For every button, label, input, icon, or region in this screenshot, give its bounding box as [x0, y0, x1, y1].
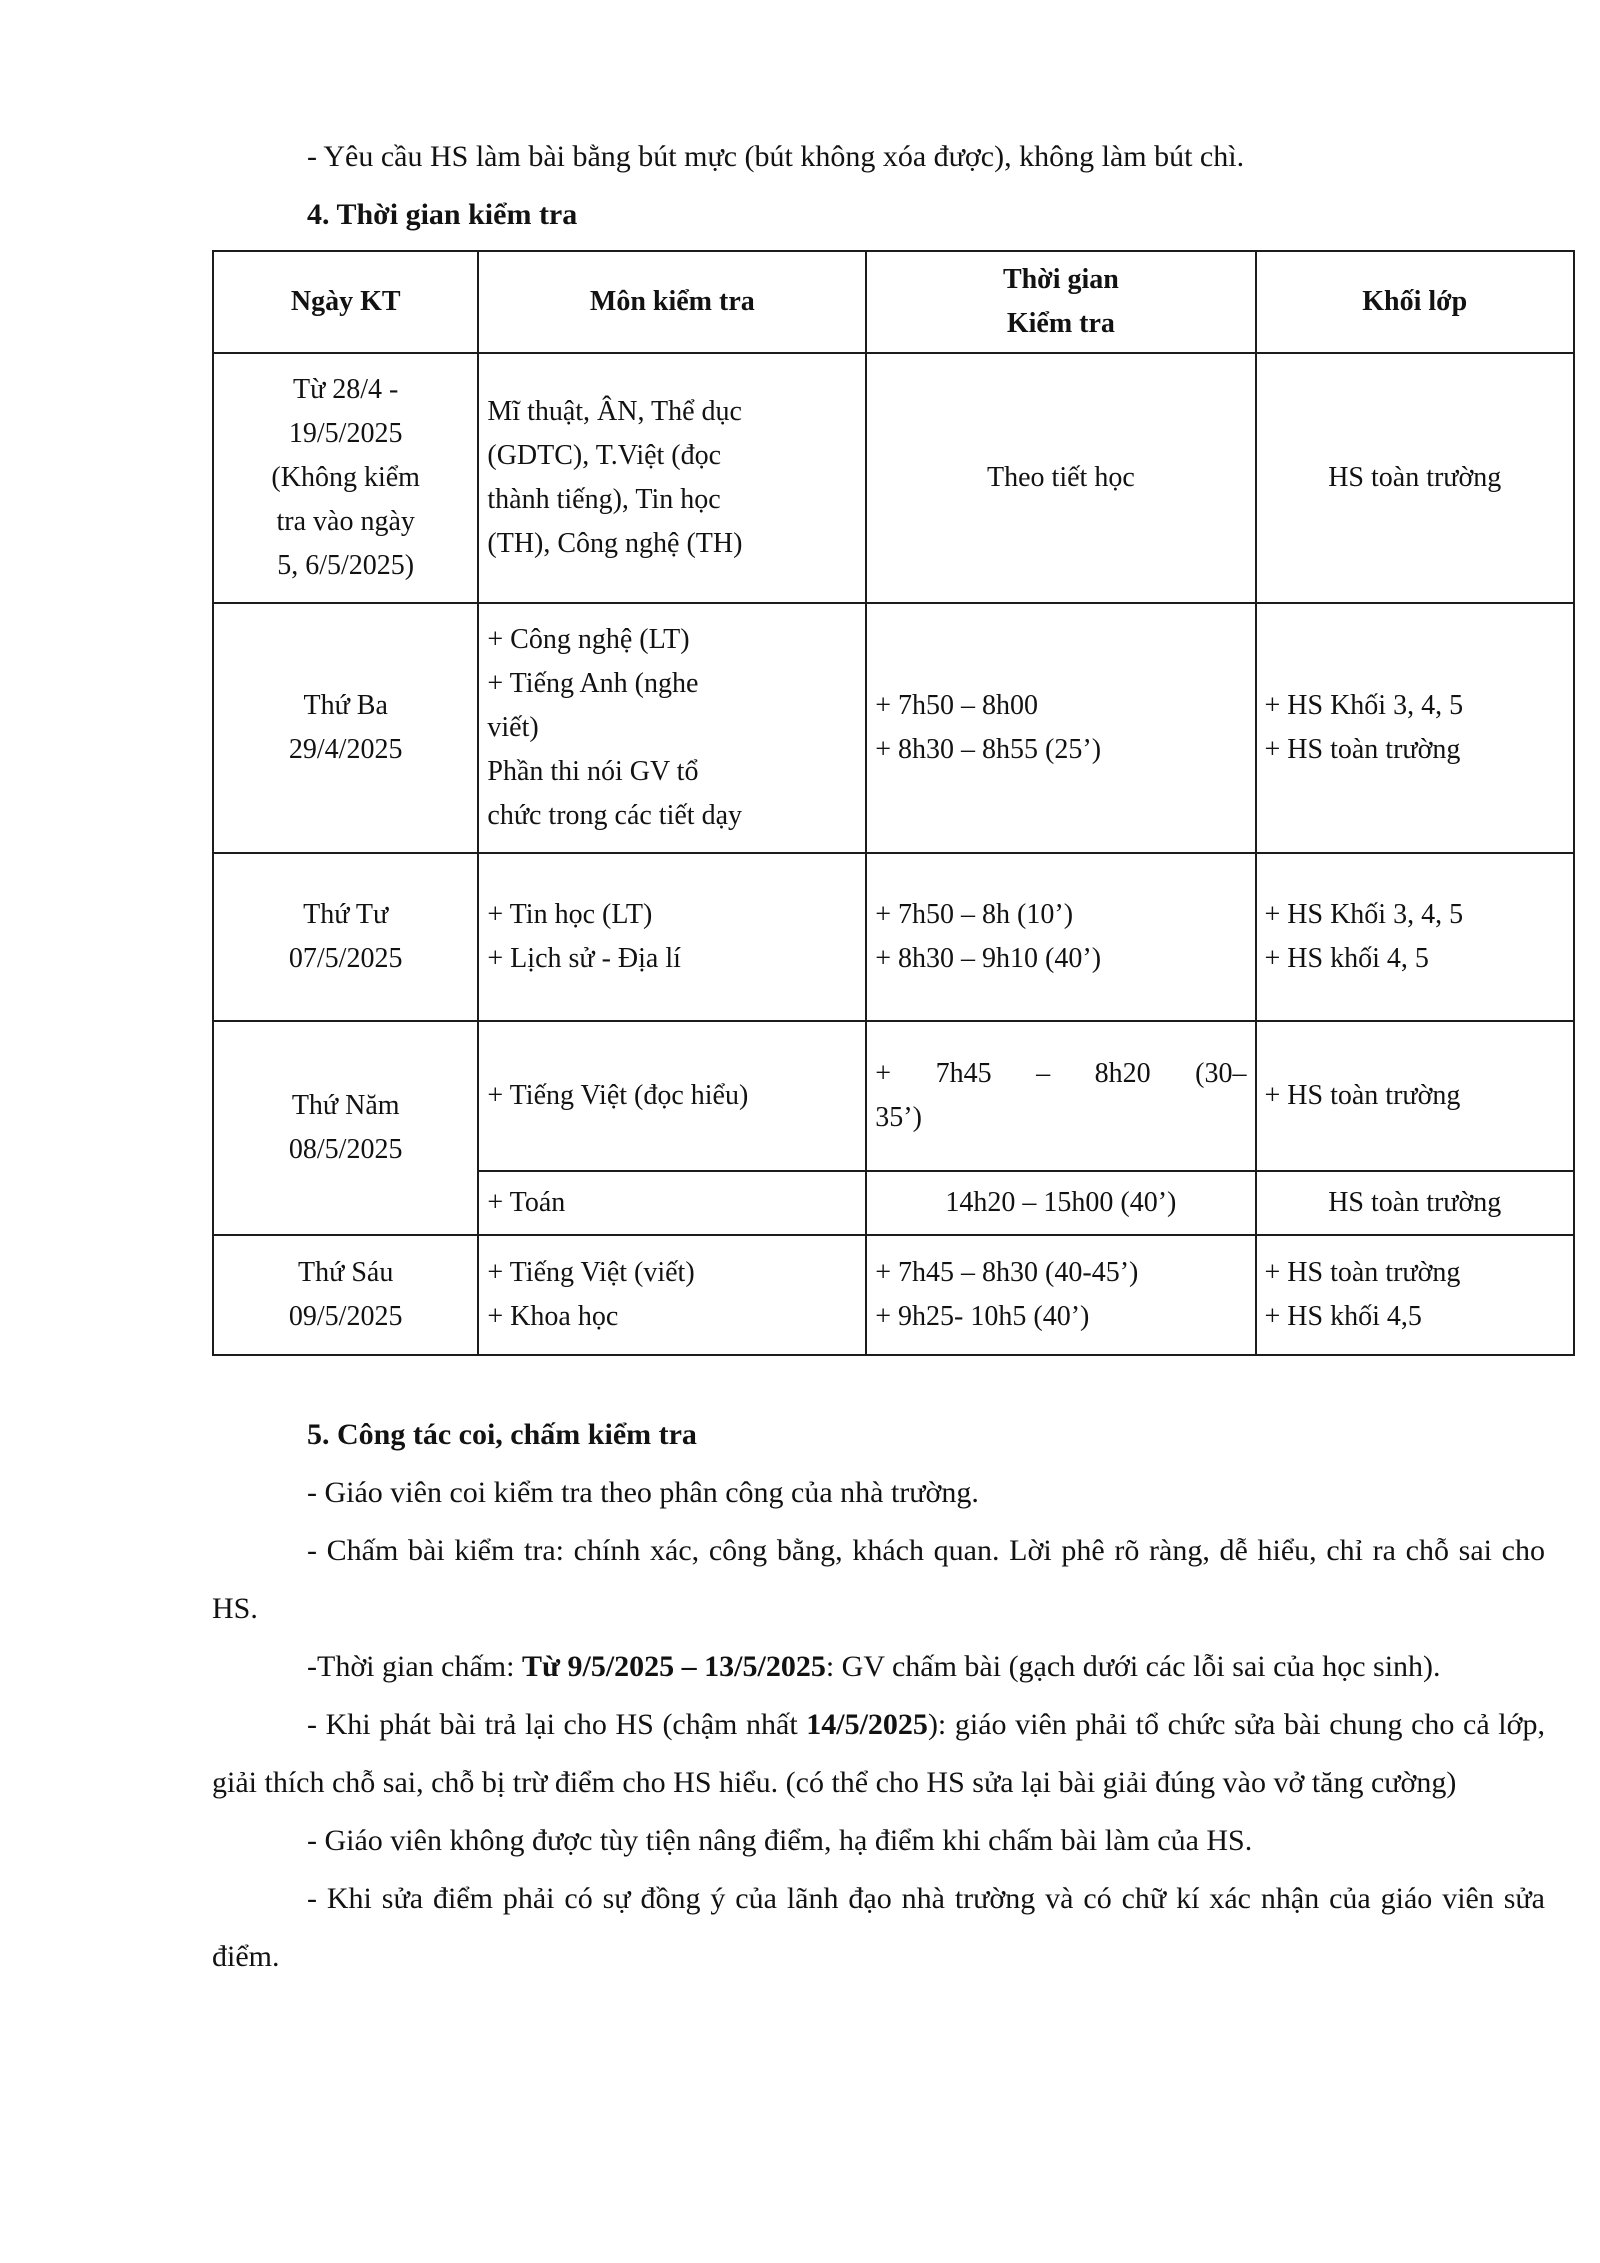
exam-date-cell — [213, 1235, 478, 1355]
header-cell-grade: Khối lớp — [1256, 251, 1575, 353]
row-tuesday — [213, 603, 1574, 853]
row-friday — [213, 1235, 1574, 1355]
text-line: + HS Khối 3, 4, 5 — [1264, 690, 1464, 721]
text-line: Phần thi nói GV tổ — [487, 756, 699, 787]
text-line: + Tiếng Anh (nghe — [487, 668, 699, 699]
text-line: Mĩ thuật, ÂN, Thể dục — [487, 396, 742, 427]
section-4-heading: 4. Thời gian kiểm tra — [307, 198, 578, 231]
text-line: + HS toàn trường — [1264, 734, 1461, 765]
grade-cell — [1256, 853, 1575, 1021]
text-segment: - Chấm bài kiểm tra: chính xác, công bằng, khách quan. Lời phê rõ ràng, dễ hiểu, chỉ ra chỗ sai cho HS. — [212, 1534, 1545, 1625]
text-line: + 8h30 – 9h10 (40’) — [875, 943, 1102, 974]
text-line: Thứ Sáu — [298, 1257, 394, 1288]
text-line: (GDTC), T.Việt (đọc — [487, 440, 722, 471]
text-segment: -Thời gian chấm: — [307, 1650, 522, 1683]
text-line: + HS khối 4,5 — [1264, 1301, 1422, 1332]
time-line: 35’) — [875, 1102, 922, 1133]
table-header-row — [213, 251, 1574, 353]
text-segment: - Khi sửa điểm phải có sự đồng ý của lãnh đạo nhà trường và có chữ kí xác nhận của giáo viên sửa điểm. — [212, 1882, 1545, 1973]
header-cell-exam-date: Ngày KT — [213, 251, 478, 353]
time-cell — [866, 1235, 1255, 1355]
time-cell: 14h20 – 15h00 (40’) — [866, 1171, 1255, 1235]
header-cell-subject: Môn kiểm tra — [478, 251, 866, 353]
text-segment: - Giáo viên coi kiểm tra theo phân công của nhà trường. — [307, 1476, 979, 1509]
subject-cell — [478, 853, 866, 1021]
text-line: 08/5/2025 — [288, 1134, 403, 1165]
subject-cell — [478, 353, 866, 603]
exam-date-cell — [213, 603, 478, 853]
text-line: chức trong các tiết dạy — [487, 800, 743, 831]
bold-text-segment: Từ 9/5/2025 – 13/5/2025 — [521, 1650, 826, 1683]
text-line: Thứ Năm — [291, 1090, 400, 1121]
text-line: + HS Khối 3, 4, 5 — [1264, 899, 1464, 930]
text-line: 29/4/2025 — [288, 734, 403, 765]
text-line: + 8h30 – 8h55 (25’) — [875, 734, 1102, 765]
text-line: Thứ Tư — [303, 899, 389, 930]
text-line: + Tin học (LT) — [487, 899, 653, 930]
text-line: + Khoa học — [487, 1301, 619, 1332]
time-cell — [866, 853, 1255, 1021]
text-line: + Tiếng Việt (viết) — [487, 1257, 695, 1288]
grade-cell — [1256, 603, 1575, 853]
text-line: Từ 28/4 - — [293, 374, 399, 405]
grade-cell: HS toàn trường — [1256, 1171, 1575, 1235]
text-line: thành tiếng), Tin học — [487, 484, 721, 515]
text-segment: - Khi phát bài trả lại cho HS (chậm nhất — [307, 1708, 807, 1741]
grade-cell — [1256, 1235, 1575, 1355]
exam-date-cell — [213, 353, 478, 603]
time-cell — [866, 603, 1255, 853]
subject-cell: + Tiếng Việt (đọc hiểu) — [478, 1021, 866, 1171]
header-cell-time — [866, 251, 1255, 353]
text-line: + 7h45 – 8h30 (40-45’) — [875, 1257, 1139, 1288]
text-line: 09/5/2025 — [288, 1301, 403, 1332]
text-line: + Công nghệ (LT) — [487, 624, 690, 655]
section-5-paragraph-grading — [212, 1522, 1545, 1638]
text-line: 19/5/2025 — [288, 418, 403, 449]
subject-cell — [478, 1235, 866, 1355]
text-line: (TH), Công nghệ (TH) — [487, 528, 743, 559]
text-line: tra vào ngày — [276, 506, 415, 537]
time-cell: Theo tiết học — [866, 353, 1255, 603]
exam-schedule-table — [212, 250, 1575, 1356]
subject-cell: + Toán — [478, 1171, 866, 1235]
section-5-heading: 5. Công tác coi, chấm kiểm tra — [307, 1418, 697, 1451]
text-line: + Lịch sử - Địa lí — [487, 943, 681, 974]
text-line: 07/5/2025 — [288, 943, 403, 974]
text-line: Thời gian — [1002, 264, 1119, 295]
time-cell — [866, 1021, 1255, 1171]
text-line: + HS toàn trường — [1264, 1257, 1461, 1288]
section-5-paragraph-return-papers — [212, 1696, 1545, 1812]
section-5-paragraph-supervision — [212, 1464, 1545, 1522]
section-5-paragraph-no-score-change — [212, 1812, 1545, 1870]
grade-cell: HS toàn trường — [1256, 353, 1575, 603]
bold-text-segment: 14/5/2025 — [806, 1708, 928, 1741]
text-line: viết) — [487, 712, 539, 743]
text-line: + 9h25- 10h5 (40’) — [875, 1301, 1090, 1332]
text-line: + HS khối 4, 5 — [1264, 943, 1429, 974]
row-regular-period — [213, 353, 1574, 603]
text-line: Thứ Ba — [303, 690, 388, 721]
text-segment: : GV chấm bài (gạch dưới các lỗi sai của học sinh). — [825, 1650, 1441, 1683]
time-line: + 7h45 – 8h20 (30– — [875, 1058, 1247, 1089]
exam-date-cell — [213, 853, 478, 1021]
row-thursday-morning — [213, 1021, 1574, 1171]
subject-cell — [478, 603, 866, 853]
section-5-paragraph-score-correction — [212, 1870, 1545, 1986]
text-line: (Không kiểm — [271, 462, 420, 493]
exam-date-cell — [213, 1021, 478, 1235]
text-segment: - Giáo viên không được tùy tiện nâng điểm, hạ điểm khi chấm bài làm của HS. — [307, 1824, 1253, 1857]
grade-cell: + HS toàn trường — [1256, 1021, 1575, 1171]
row-wednesday — [213, 853, 1574, 1021]
text-segment: ): giáo viên phải tổ chức sửa bài chung cho cả lớp, giải thích chỗ sai, chỗ bị trừ điểm cho HS hiểu. (có thể cho HS sửa lại bài giải đúng vào vở tăng cường) — [212, 1708, 1545, 1799]
text-line: + 7h50 – 8h (10’) — [875, 899, 1074, 930]
text-line: Kiểm tra — [1006, 308, 1115, 339]
text-line: 5, 6/5/2025) — [277, 550, 415, 581]
section-5-paragraph-grading-time — [212, 1638, 1545, 1696]
text-line: + 7h50 – 8h00 — [875, 690, 1039, 721]
intro-paragraph: - Yêu cầu HS làm bài bằng bút mực (bút không xóa được), không làm bút chì. — [307, 140, 1245, 173]
